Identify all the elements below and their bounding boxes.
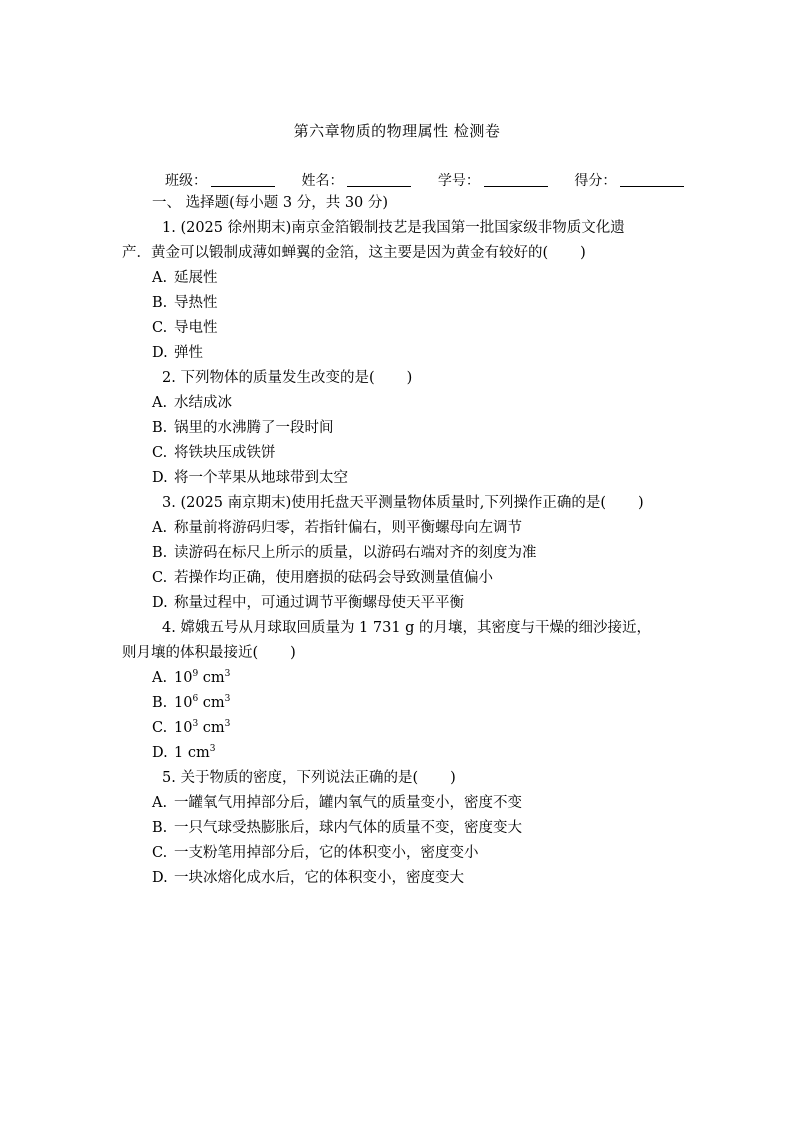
option-text: 延展性 bbox=[174, 270, 218, 286]
option-text: 读游码在标尺上所示的质量，以游码右端对齐的刻度为准 bbox=[174, 545, 537, 561]
option-unit-exponent: 3 bbox=[224, 719, 231, 729]
page-title: 第六章物质的物理属性 检测卷 bbox=[293, 122, 501, 140]
option-4d[interactable] bbox=[152, 743, 215, 763]
option-letter: D. bbox=[152, 345, 168, 361]
student-info-row bbox=[165, 170, 706, 190]
option-2a[interactable] bbox=[152, 393, 232, 413]
question-1-line-2 bbox=[122, 243, 586, 263]
option-base: 10 bbox=[174, 720, 193, 736]
option-text: 锅里的水沸腾了一段时间 bbox=[174, 420, 334, 436]
option-1b[interactable] bbox=[152, 293, 218, 313]
option-4c[interactable] bbox=[152, 718, 230, 738]
option-5c[interactable] bbox=[152, 843, 479, 863]
option-5a[interactable] bbox=[152, 793, 522, 813]
question-1-text: 产．黄金可以锻制成薄如蝉翼的金箔，这主要是因为黄金有较好的( bbox=[122, 245, 549, 261]
class-blank[interactable] bbox=[211, 173, 275, 187]
question-5-line-1 bbox=[162, 768, 456, 788]
class-field bbox=[165, 170, 275, 190]
option-text: 水结成冰 bbox=[174, 395, 232, 411]
option-letter: D. bbox=[152, 470, 168, 486]
option-base: 10 bbox=[174, 670, 193, 686]
id-label: 学号： bbox=[437, 173, 480, 189]
option-letter: A. bbox=[152, 520, 168, 536]
id-blank[interactable] bbox=[484, 173, 548, 187]
question-2-text: 2. 下列物体的质量发生改变的是( bbox=[162, 370, 375, 386]
option-unit: cm bbox=[198, 695, 225, 711]
question-3-line-1 bbox=[162, 493, 644, 513]
question-1-line-1: 1. (2025 徐州期末)南京金箔锻制技艺是我国第一批国家级非物质文化遗 bbox=[162, 220, 625, 236]
option-letter: D. bbox=[152, 870, 168, 886]
option-text: 一只气球受热膨胀后，球内气体的质量不变，密度变大 bbox=[174, 820, 522, 836]
question-3-text: 3. (2025 南京期末)使用托盘天平测量物体质量时,下列操作正确的是( bbox=[162, 495, 607, 511]
option-base: 10 bbox=[174, 695, 193, 711]
option-text: 称量前将游码归零，若指针偏右，则平衡螺母向左调节 bbox=[174, 520, 522, 536]
option-letter: C. bbox=[152, 320, 168, 336]
option-letter: A. bbox=[152, 270, 168, 286]
question-4-line-1: 4. 嫦娥五号从月球取回质量为 1 731 g 的月壤，其密度与干燥的细沙接近， bbox=[162, 620, 652, 636]
option-text: 将铁块压成铁饼 bbox=[174, 445, 276, 461]
option-letter: A. bbox=[152, 395, 168, 411]
option-letter: A. bbox=[152, 670, 168, 686]
option-letter: A. bbox=[152, 795, 168, 811]
option-text: 弹性 bbox=[174, 345, 203, 361]
option-letter: B. bbox=[152, 695, 168, 711]
answer-paren-close: ) bbox=[580, 245, 586, 261]
option-3b[interactable] bbox=[152, 543, 537, 563]
question-4-line-2 bbox=[122, 643, 296, 663]
option-3c[interactable] bbox=[152, 568, 493, 588]
option-text: 若操作均正确，使用磨损的砝码会导致测量值偏小 bbox=[174, 570, 493, 586]
name-field bbox=[301, 170, 411, 190]
option-letter: C. bbox=[152, 570, 168, 586]
option-text: 导电性 bbox=[174, 320, 218, 336]
option-letter: C. bbox=[152, 845, 168, 861]
option-exponent: 6 bbox=[192, 694, 199, 704]
name-blank[interactable] bbox=[347, 173, 411, 187]
score-field bbox=[574, 170, 684, 190]
option-letter: D. bbox=[152, 595, 168, 611]
option-4a[interactable] bbox=[152, 668, 230, 688]
option-letter: B. bbox=[152, 295, 168, 311]
answer-paren-close: ) bbox=[450, 770, 456, 786]
option-letter: C. bbox=[152, 445, 168, 461]
option-unit: cm bbox=[198, 720, 225, 736]
section-heading: 一、 选择题(每小题 3 分，共 30 分) bbox=[152, 195, 389, 211]
answer-paren-close: ) bbox=[406, 370, 413, 386]
name-label: 姓名： bbox=[301, 173, 344, 189]
option-unit-exponent: 3 bbox=[209, 744, 216, 754]
option-2b[interactable] bbox=[152, 418, 334, 438]
class-label: 班级： bbox=[165, 173, 207, 189]
option-1d[interactable] bbox=[152, 343, 203, 363]
id-field bbox=[438, 170, 548, 190]
option-letter: B. bbox=[152, 420, 168, 436]
option-unit-exponent: 3 bbox=[224, 669, 231, 679]
option-letter: B. bbox=[152, 545, 168, 561]
answer-paren-close: ) bbox=[638, 495, 644, 511]
option-letter: C. bbox=[152, 720, 168, 736]
option-text: 导热性 bbox=[174, 295, 218, 311]
option-text: 一支粉笔用掉部分后，它的体积变小，密度变小 bbox=[174, 845, 479, 861]
option-1c[interactable] bbox=[152, 318, 218, 338]
option-5d[interactable] bbox=[152, 868, 464, 888]
option-1a[interactable] bbox=[152, 268, 218, 288]
score-label: 得分： bbox=[574, 173, 617, 189]
option-exponent: 9 bbox=[192, 669, 199, 679]
question-2-line-1 bbox=[162, 368, 412, 388]
option-unit-exponent: 3 bbox=[224, 694, 231, 704]
option-letter: B. bbox=[152, 820, 168, 836]
option-unit: cm bbox=[183, 745, 210, 761]
option-unit: cm bbox=[198, 670, 225, 686]
option-letter: D. bbox=[152, 745, 168, 761]
option-text: 一块冰熔化成水后，它的体积变小，密度变大 bbox=[174, 870, 464, 886]
option-text: 将一个苹果从地球带到太空 bbox=[174, 470, 348, 486]
score-blank[interactable] bbox=[620, 173, 684, 187]
option-4b[interactable] bbox=[152, 693, 230, 713]
option-3a[interactable] bbox=[152, 518, 522, 538]
option-3d[interactable] bbox=[152, 593, 464, 613]
option-base: 1 bbox=[174, 745, 184, 761]
question-4-text: 则月壤的体积最接近( bbox=[122, 645, 259, 661]
option-text: 一罐氧气用掉部分后，罐内氧气的质量变小，密度不变 bbox=[174, 795, 522, 811]
option-exponent: 3 bbox=[192, 719, 199, 729]
option-2d[interactable] bbox=[152, 468, 348, 488]
option-5b[interactable] bbox=[152, 818, 522, 838]
question-5-text: 5. 关于物质的密度，下列说法正确的是( bbox=[162, 770, 419, 786]
option-text: 称量过程中，可通过调节平衡螺母使天平平衡 bbox=[174, 595, 464, 611]
option-2c[interactable] bbox=[152, 443, 276, 463]
answer-paren-close: ) bbox=[290, 645, 296, 661]
